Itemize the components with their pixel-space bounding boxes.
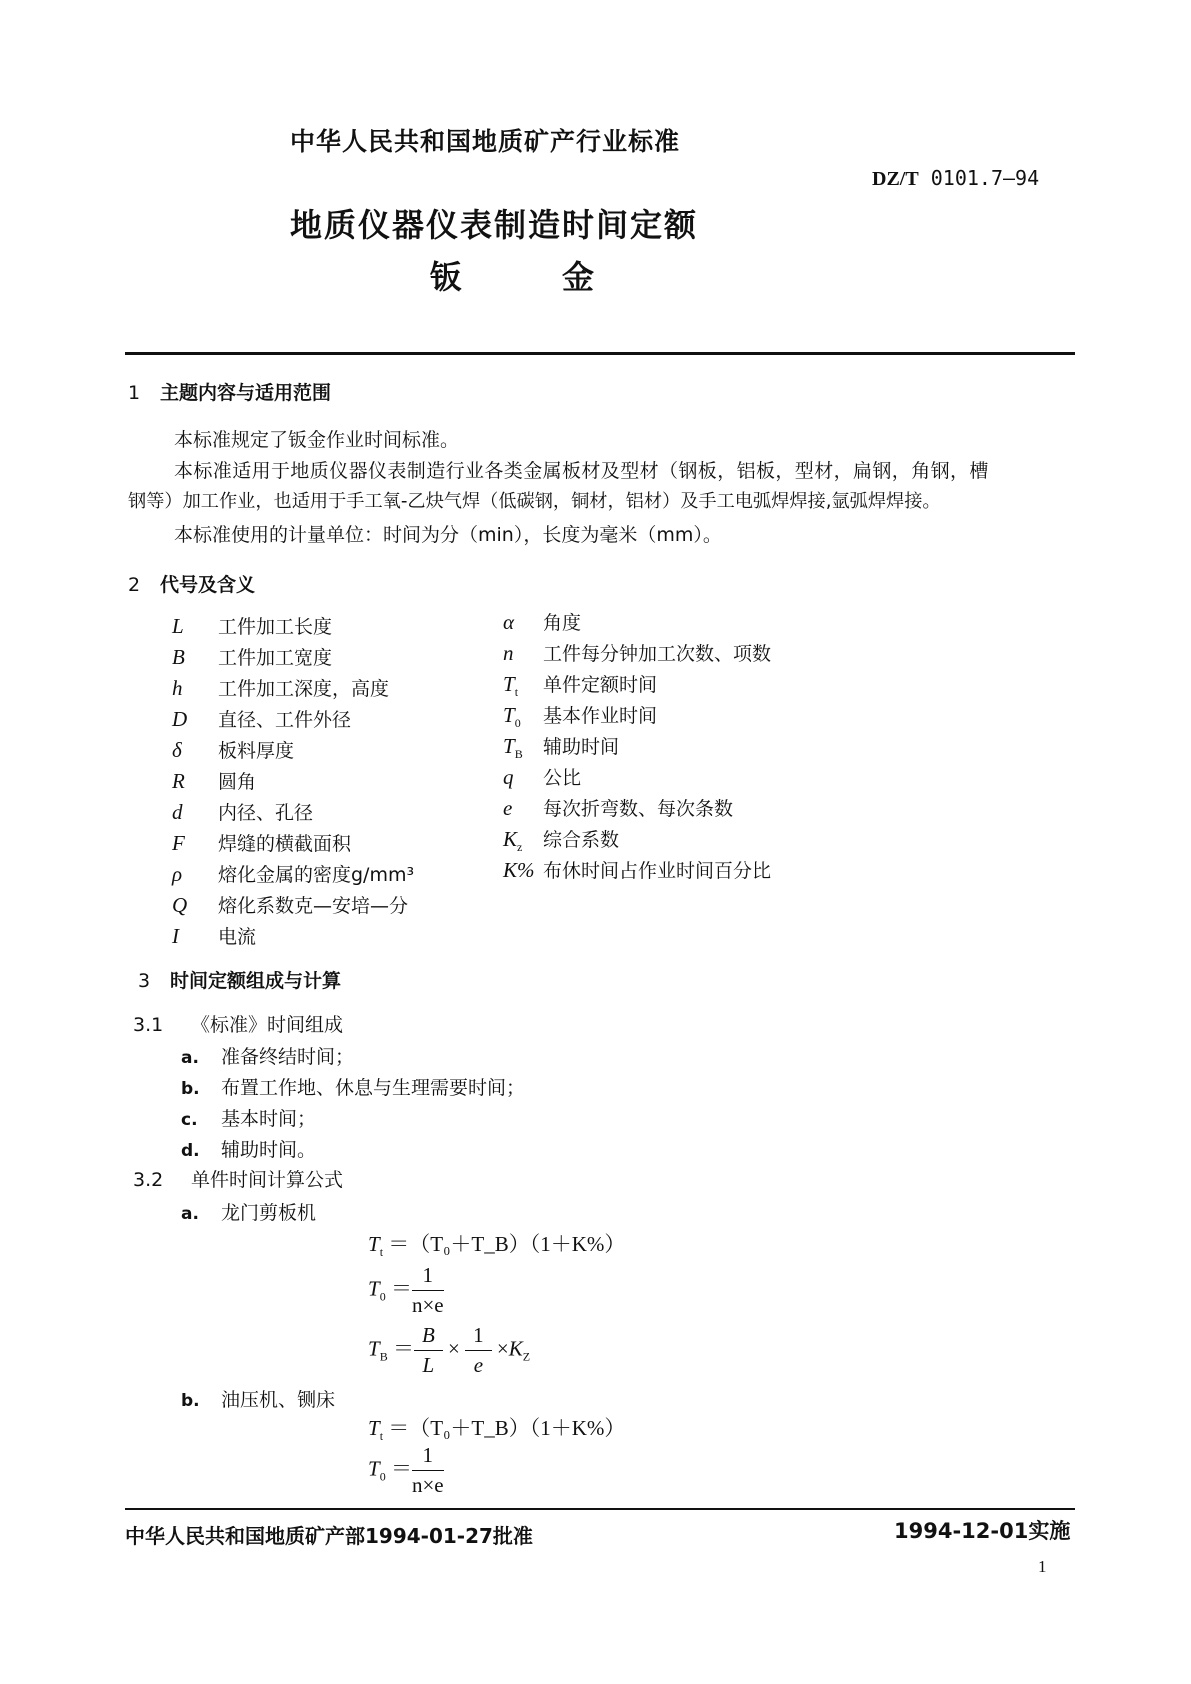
symbol-row: L 工件加工长度 (172, 614, 333, 638)
implementation-date: 1994-12-01实施 (894, 1519, 1071, 1543)
list-item: c. 基本时间； (181, 1108, 317, 1130)
list-item: a. 准备终结时间； (181, 1046, 355, 1068)
symbol-row: q 公比 (503, 765, 582, 789)
s1-paragraph-2: 本标准适用于地质仪器仪表制造行业各类金属板材及型材（钢板，铝板，型材，扁钢，角钢，槽 (174, 460, 989, 482)
section-1-heading: 1 主题内容与适用范围 (128, 382, 332, 404)
symbol-row: $T_B$ 辅助时间 (503, 734, 620, 762)
standard-code (872, 166, 1039, 191)
symbol-row: $T_0$ 基本作业时间 (503, 703, 658, 731)
symbol-row: e 每次折弯数、每次条数 (503, 796, 734, 820)
subsection-3-2-heading: 3.2 单件时间计算公式 (133, 1169, 344, 1191)
formula-a-tt: $T_t$ ＝（T₀＋T_B）（1＋K%） (368, 1232, 626, 1260)
fraction-denominator: n×e (411, 1293, 444, 1317)
symbol-row: $T_t$ 单件定额时间 (503, 672, 658, 700)
symbol-list-right (503, 608, 771, 887)
symbol-list-left (172, 612, 414, 953)
code-number: 0101.7—94 (930, 166, 1040, 190)
formula-a-t0: $T_0$ ＝ $\frac{1}{n\times e}$ (368, 1263, 444, 1317)
s1-paragraph-2-cont: 钢等）加工作业，也适用于手工氧-乙炔气焊（低碳钢，铜材，铝材）及手工电弧焊焊接,氩弧焊焊接。 (128, 491, 941, 512)
symbol-row: B 工件加工宽度 (172, 645, 333, 669)
fraction-numerator: 1 (412, 1263, 444, 1291)
section-2-heading: 2 代号及含义 (128, 574, 256, 596)
document-title: 地质仪器仪表制造时间定额 (290, 206, 699, 244)
symbol-row: F 焊缝的横截面积 (172, 831, 352, 855)
page-number: 1 (1038, 1557, 1047, 1576)
symbol-row: I 电流 (172, 924, 257, 948)
footer-rule (125, 1508, 1075, 1510)
s1-paragraph-1: 本标准规定了钣金作业时间标准。 (174, 429, 460, 451)
formula-a-tb: $T_B$ ＝ $\frac{B}{L}$ × $\frac{1}{e}$ $\times K_Z$ (368, 1323, 531, 1377)
formula-b-t0: $T_0$ ＝ $\frac{1}{n\times e}$ (368, 1443, 444, 1497)
issuing-org: 中华人民共和国地质矿产行业标准 (290, 127, 681, 156)
header-rule (125, 352, 1075, 355)
symbol-row: α 角度 (503, 610, 582, 634)
list-item: d. 辅助时间。 (181, 1139, 317, 1161)
item-a: a. 龙门剪板机 (181, 1202, 317, 1224)
symbol-row: K% 布休时间占作业时间百分比 (503, 858, 772, 882)
code-prefix: DZ/T (872, 168, 919, 190)
approval-line: 中华人民共和国地质矿产部1994-01-27批准 (125, 1524, 533, 1548)
symbol-row: R 圆角 (172, 769, 257, 793)
item-b: b. 油压机、铡床 (181, 1389, 336, 1411)
symbol-row: h 工件加工深度，高度 (172, 676, 390, 700)
symbol-row: Q 熔化系数克—安培—分 (172, 893, 409, 917)
symbol-row: D 直径、工件外径 (172, 707, 352, 731)
subtitle-char-1: 钣 (430, 258, 463, 296)
symbol-row: d 内径、孔径 (172, 800, 314, 824)
symbol-row: δ 板料厚度 (172, 738, 295, 762)
symbol-row: ρ 熔化金属的密度g/mm³ (172, 862, 415, 886)
section-3-heading: 3 时间定额组成与计算 (138, 970, 342, 992)
symbol-row: n 工件每分钟加工次数、项数 (503, 641, 772, 665)
symbol-row: $K_z$ 综合系数 (503, 827, 620, 855)
subtitle-char-2: 金 (562, 258, 595, 296)
s31-list (181, 1042, 525, 1166)
subsection-3-1-heading: 3.1 《标准》时间组成 (133, 1014, 344, 1036)
list-item: b. 布置工作地、休息与生理需要时间； (181, 1077, 526, 1099)
formula-b-tt: $T_t$ ＝（T₀＋T_B）（1＋K%） (368, 1416, 626, 1444)
document-subtitle (430, 252, 694, 298)
s1-paragraph-3: 本标准使用的计量单位：时间为分（min），长度为毫米（mm）。 (174, 524, 722, 546)
